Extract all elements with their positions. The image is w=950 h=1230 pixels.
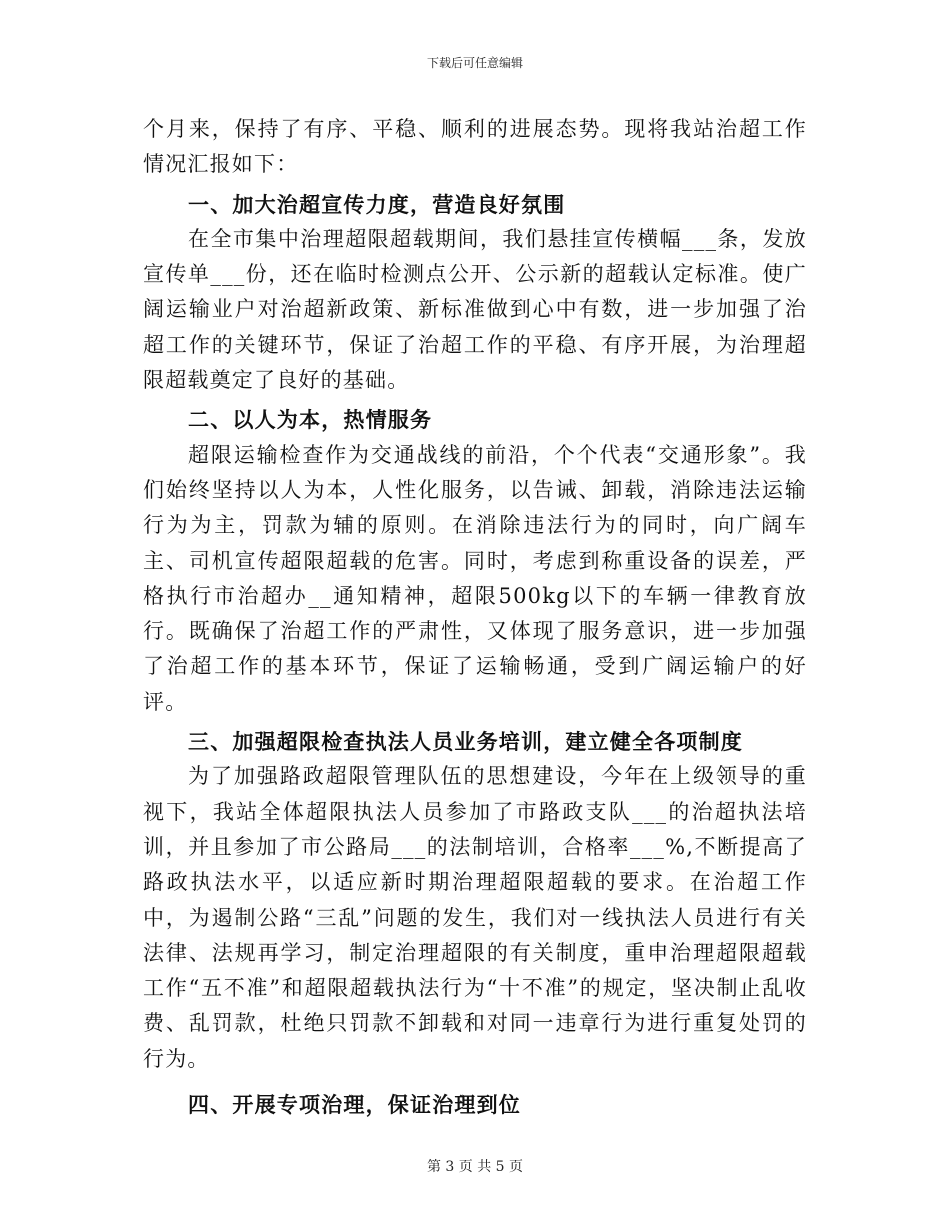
section-paragraph-1: 在全市集中治理超限超载期间，我们悬挂宣传横幅___条，发放宣传单___份，还在临时检测点公开、公示新的超载认定标准。使广阔运输业户对治超新政策、新标准做到心中有数，进一步加强了治超工作的关键环节，保证了治超工作的平稳、有序开展，为治理超限超载奠定了良好的基础。	[143, 226, 807, 393]
page-number-footer: 第 3 页 共 5 页	[426, 1159, 524, 1175]
section-paragraph-2: 超限运输检查作为交通战线的前沿，个个代表“交通形象”。我们始终坚持以人为本，人性化服务，以告诫、卸载，消除违法运输行为为主，罚款为辅的原则。在消除违法行为的同时，向广阔车主、司机宣传超限超载的危害。同时，考虑到称重设备的误差，严格执行市治超办__通知精神，超限500kg以下的车辆一律教育放行。既确保了治超工作的严肃性，又体现了服务意识，进一步加强了治超工作的基本环节，保证了运输畅通，受到广阔运输户的好评。	[143, 442, 807, 714]
section-paragraph-3: 为了加强路政超限管理队伍的思想建设，今年在上级领导的重视下，我站全体超限执法人员参加了市路政支队___的治超执法培训，并且参加了市公路局___的法制培训，合格率___%,不断提高了路政执法水平，以适应新时期治理超限超载的要求。在治超工作中，为遏制公路“三乱”问题的发生，我们对一线执法人员进行有关法律、法规再学习，制定治理超限的有关制度，重申治理超限超载工作“五不准”和超限超载执法行为“十不准”的规定，坚决制止乱收费、乱罚款，杜绝只罚款不卸载和对同一违章行为进行重复处罚的行为。	[143, 764, 807, 1071]
section-heading-2: 二、以人为本，热情服务	[188, 407, 433, 433]
section-heading-1: 一、加大治超宣传力度，营造良好氛围	[188, 191, 566, 217]
intro-paragraph: 个月来，保持了有序、平稳、顺利的进展态势。现将我站治超工作情况汇报如下：	[143, 117, 807, 177]
document-body	[143, 112, 807, 1122]
page-header-note: 下载后可任意编辑	[426, 56, 523, 70]
section-heading-4: 四、开展专项治理，保证治理到位	[188, 1092, 521, 1118]
section-heading-3: 三、加强超限检查执法人员业务培训，建立健全各项制度	[188, 729, 743, 755]
